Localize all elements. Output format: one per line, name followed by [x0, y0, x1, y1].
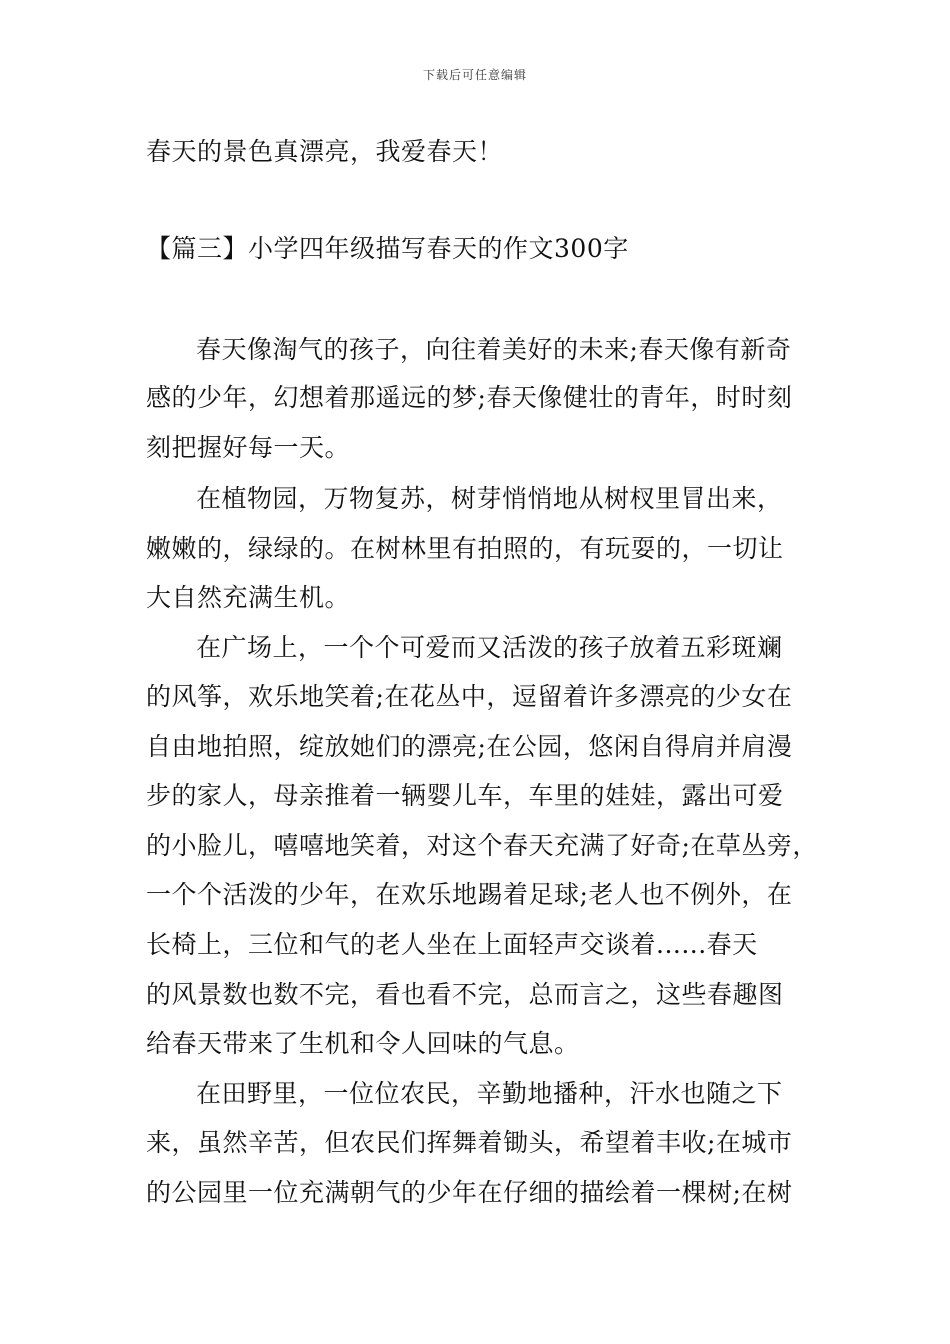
- paragraph-line: 感的少年，幻想着那遥远的梦;春天像健壮的青年，时时刻: [146, 383, 793, 412]
- paragraph-line: 大自然充满生机。: [146, 583, 351, 612]
- paragraph-line: 刻把握好每一天。: [146, 433, 351, 462]
- paragraph-line: 步的家人，母亲推着一辆婴儿车，车里的娃娃，露出可爱: [146, 781, 784, 810]
- paragraph-line: 的公园里一位充满朝气的少年在仔细的描绘着一棵树;在树: [146, 1178, 793, 1207]
- closing-line: 春天的景色真漂亮，我爱春天！: [146, 137, 504, 166]
- paragraph-line: 的风筝，欢乐地笑着;在花丛中，逗留着许多漂亮的少女在: [146, 682, 793, 711]
- paragraph-line: 的小脸儿，嘻嘻地笑着，对这个春天充满了好奇;在草丛旁，: [146, 831, 818, 860]
- paragraph-line: 来，虽然辛苦，但农民们挥舞着锄头，希望着丰收;在城市: [146, 1128, 793, 1157]
- paragraph-line: 的风景数也数不完，看也看不完，总而言之，这些春趣图: [146, 980, 784, 1009]
- section-title: 【篇三】小学四年级描写春天的作文300字: [146, 234, 629, 263]
- paragraph-line: 在植物园，万物复苏，树芽悄悄地从树杈里冒出来，: [196, 484, 783, 513]
- paragraph-line: 在广场上，一个个可爱而又活泼的孩子放着五彩斑斓: [196, 633, 783, 662]
- paragraph-line: 给春天带来了生机和令人回味的气息。: [146, 1029, 580, 1058]
- header-note: 下载后可任意编辑: [422, 68, 527, 82]
- paragraph-line: 自由地拍照，绽放她们的漂亮;在公园，悠闲自得肩并肩漫: [146, 732, 793, 761]
- paragraph-line: 在田野里，一位位农民，辛勤地播种，汗水也随之下: [196, 1079, 783, 1108]
- paragraph-line: 一个个活泼的少年，在欢乐地踢着足球;老人也不例外，在: [146, 880, 793, 909]
- paragraph-line: 长椅上，三位和气的老人坐在上面轻声交谈着......春天: [146, 930, 758, 959]
- paragraph-line: 春天像淘气的孩子，向往着美好的未来;春天像有新奇: [196, 335, 792, 364]
- paragraph-line: 嫩嫩的，绿绿的。在树林里有拍照的，有玩耍的，一切让: [146, 534, 784, 563]
